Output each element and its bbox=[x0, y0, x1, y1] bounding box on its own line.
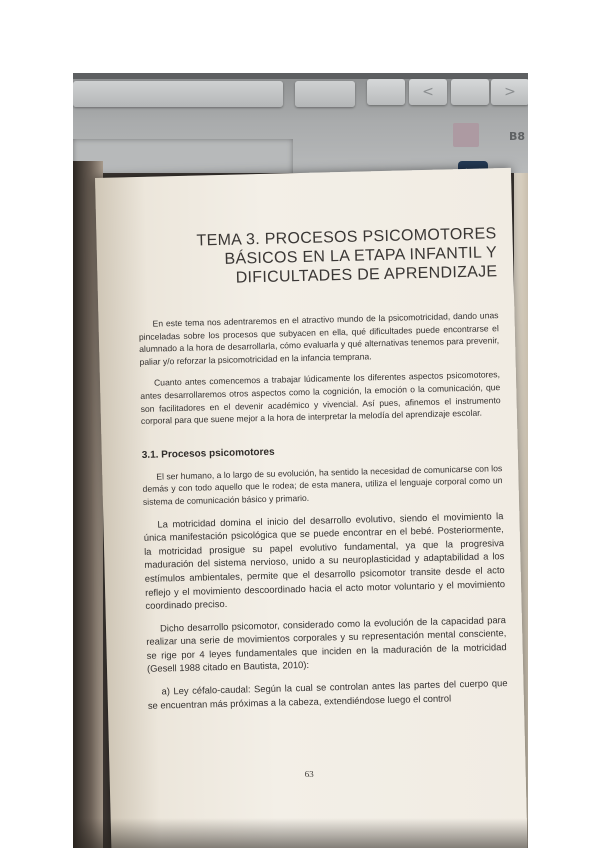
body-paragraph: Dicho desarrollo psicomotor, considerado como la evolución de la capacidad para realizar una serie de movimientos corporales y su representación mental consciente, se rige por 4 leyes fundamentales que inciden en la maduración de la motricidad (Gesell 1988 citado en Bautista, 2010): bbox=[146, 613, 507, 675]
arrow-key-down bbox=[451, 79, 489, 105]
body-paragraph: La motricidad domina el inicio del desarrollo evolutivo, siendo el movimiento la única manifestación psicológica que se puede encontrar en el bebé. Posteriormente, la motricidad prosigue su papel evolutivo fundamental, ya que la progresiva maduración del sistema nervioso, unido a su neuroplasticidad y adaptabilidad a los estímulos ambientales, permite que el desarrollo psicomotor transite desde el acto reflejo y el movimiento descoordinado hacia el acto motor voluntario y el movimiento coordinado preciso. bbox=[143, 509, 506, 611]
bottom-shadow bbox=[73, 818, 528, 848]
arrow-left-key: < bbox=[409, 79, 447, 105]
page-content bbox=[136, 224, 508, 721]
intro-paragraph: En este tema nos adentraremos en el atractivo mundo de la psicomotricidad, dando unas pinceladas sobre los procesos que subyacen en ella, qué dificultades puede encontrarse el alumnado a la hora de desarrollarla, cómo evaluarla y qué alternativas tenemos para prevenir, paliar y/o reforzar la psicomotricidad en la infancia temprana. bbox=[138, 310, 500, 367]
body-paragraph: El ser humano, a lo largo de su evolución, ha sentido la necesidad de comunicarse con los demás y con todo aquello que le rodea; de esta manera, utiliza el lenguaje corporal como un sistema de comunicación básico y primario. bbox=[142, 462, 503, 507]
photograph bbox=[73, 73, 528, 848]
arrow-right-key: > bbox=[491, 79, 528, 105]
model-label: B8 bbox=[509, 130, 526, 143]
section-heading: 3.1. Procesos psicomotores bbox=[141, 446, 275, 461]
page-number: 63 bbox=[304, 768, 314, 780]
spacebar-key bbox=[73, 81, 283, 107]
sticker bbox=[453, 123, 479, 147]
body-paragraph: a) Ley céfalo-caudal: Según la cual se controlan antes las partes del cuerpo que se encuentran más próximas a la cabeza, extendiéndose luego el control bbox=[147, 677, 508, 711]
alt-key bbox=[295, 81, 355, 107]
book-page bbox=[95, 168, 528, 848]
title-line: TEMA 3. PROCESOS PSICOMOTORES bbox=[196, 225, 497, 250]
arrow-key-up bbox=[367, 79, 405, 105]
title-line: BÁSICOS EN LA ETAPA INFANTIL Y bbox=[224, 244, 498, 268]
intro-paragraph: Cuanto antes comencemos a trabajar lúdicamente los diferentes aspectos psicomotores, antes desarrollaremos otros aspectos como la cognición, la emoción o la comunicación, que son facilitadores en el devenir académico y vivencial. Así pues, afinemos el instrumento corporal para que suene mejor a la hora de interpretar la melodía del aprendizaje escolar. bbox=[140, 369, 501, 427]
title-line: DIFICULTADES DE APRENDIZAJE bbox=[235, 263, 498, 287]
chapter-title bbox=[136, 224, 497, 290]
